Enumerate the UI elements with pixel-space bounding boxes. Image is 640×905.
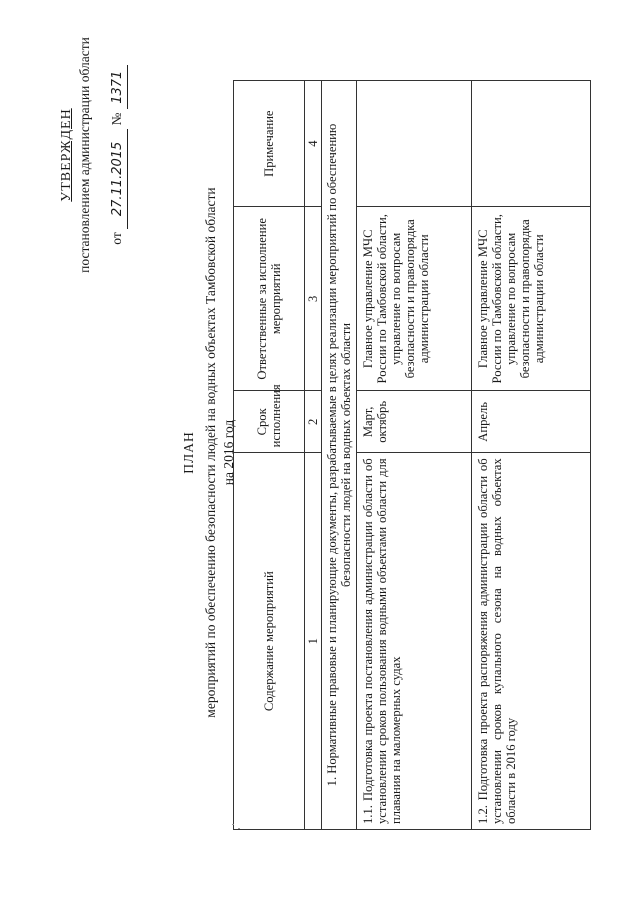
row-note [357, 81, 472, 207]
table-row [472, 81, 591, 830]
table-header-row [234, 81, 305, 830]
approval-dateline [108, 30, 128, 280]
header-responsible: Ответственные за исполнение мероприятий [234, 207, 305, 391]
column-number: 4 [305, 81, 322, 207]
approval-heading: УТВЕРЖДЕН [59, 108, 74, 202]
approval-stamp [58, 30, 128, 280]
approval-date: 27.11.2015 [109, 129, 128, 229]
plan-title-block [180, 60, 238, 845]
section-row [322, 81, 357, 830]
plan-subtitle: мероприятий по обеспечению безопасности людей на водных объектах Тамбовской области [203, 187, 218, 718]
row-note [472, 81, 591, 207]
row-content: 1.2. Подготовка проекта распоряжения администрации области об установлении сроков купального сезона на водных объектах области в 2016 году [472, 453, 591, 830]
table-row [357, 81, 472, 830]
scan-speck [232, 824, 234, 825]
header-content: Содержание мероприятий [234, 453, 305, 830]
plan-title: ПЛАН [181, 431, 196, 474]
plan-table [233, 80, 591, 830]
column-number-row [305, 81, 322, 830]
row-responsible: Главное управление МЧС России по Тамбовской области, управление по вопросам безопасности и правопорядка администрации области [472, 207, 591, 391]
approval-number: 1371 [109, 65, 128, 109]
row-term: Апрель [472, 391, 591, 453]
plan-year: на 2016 год [221, 419, 236, 486]
approval-subheading: постановлением администрации области [77, 37, 92, 273]
column-number: 1 [305, 453, 322, 830]
section-1-title: 1. Нормативные правовые и планирующие документы, разрабатываемые в целях реализации мероприятий по обеспечению безопасности людей на водных объектах области [322, 81, 357, 830]
number-sign: № [109, 112, 124, 126]
row-responsible: Главное управление МЧС России по Тамбовской области, управление по вопросам безопасности и правопорядка администрации области [357, 207, 472, 391]
column-number: 3 [305, 207, 322, 391]
date-prefix: от [109, 232, 124, 245]
row-term: Март, октябрь [357, 391, 472, 453]
row-content: 1.1. Подготовка проекта постановления администрации области об установлении сроков пользования водными объектами области для плавания на маломерных судах [357, 453, 472, 830]
column-number: 2 [305, 391, 322, 453]
header-note: Примечание [234, 81, 305, 207]
scan-speck [238, 828, 240, 829]
header-term: Срок исполнения [234, 391, 305, 453]
